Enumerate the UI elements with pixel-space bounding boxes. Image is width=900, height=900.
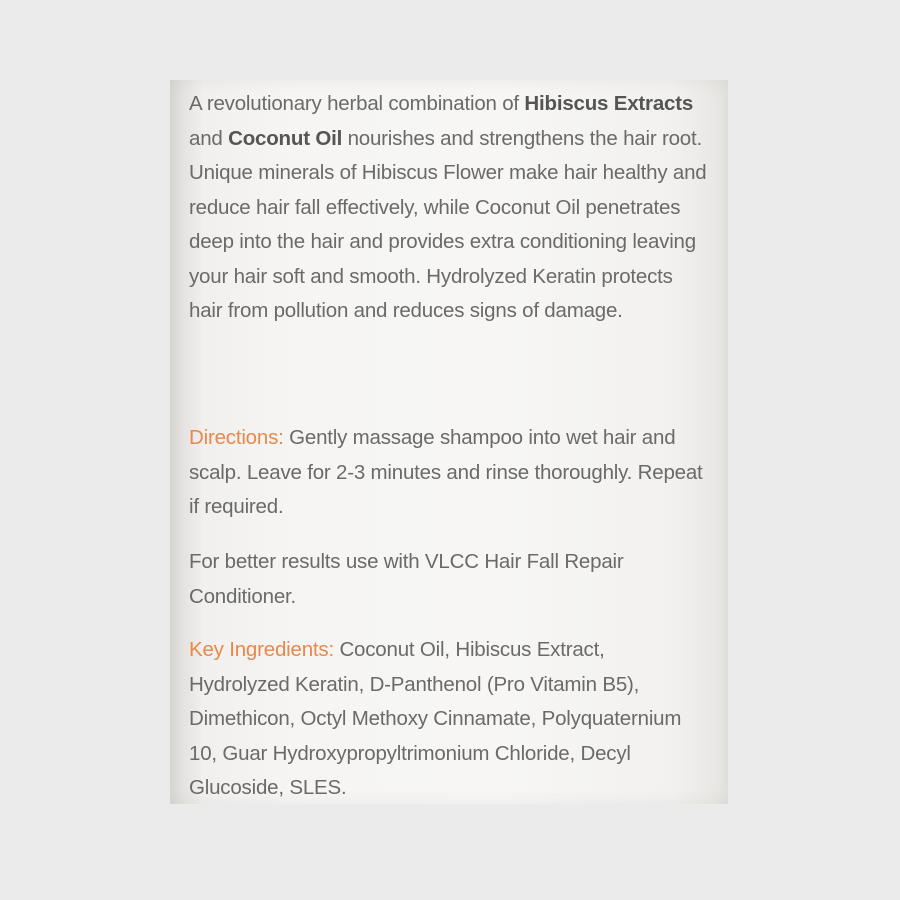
ingredients-text: Coconut Oil, Hibiscus Extract, Hydrolyzed Keratin, D-Panthenol (Pro Vitamin B5), Dimethicon, Octyl Methoxy Cinnamate, Polyquaternium 10, Guar Hydroxypropyltrimonium Chloride, Decyl Glucoside, SLES. [189, 638, 682, 799]
recommendation-paragraph: For better results use with VLCC Hair Fall Repair Conditioner. [189, 550, 624, 608]
description-paragraph [189, 87, 709, 329]
description-text-2: and [189, 126, 229, 150]
description-text-1: A revolutionary herbal combination of [189, 92, 525, 115]
ingredients-paragraph [189, 633, 709, 806]
ingredients-label: Key Ingredients: [189, 638, 334, 661]
description-text-3: nourishes and strengthens the hair root. Unique minerals of Hibiscus Flower make hair healthy and reduce hair fall effectively, while Coconut Oil penetrates deep into the hair and provides extra conditioning leaving your hair soft and smooth. Hydrolyzed Keratin protects hair from pollution and reduces signs of damage. [189, 126, 707, 322]
highlight-hibiscus: Hibiscus Extracts [524, 92, 694, 115]
directions-paragraph [189, 421, 709, 525]
directions-label: Directions: [189, 426, 284, 449]
directions-text: Gently massage shampoo into wet hair and scalp. Leave for 2-3 minutes and rinse thoroughly. Repeat if required. [189, 426, 703, 518]
highlight-coconut-oil: Coconut Oil [228, 126, 343, 150]
